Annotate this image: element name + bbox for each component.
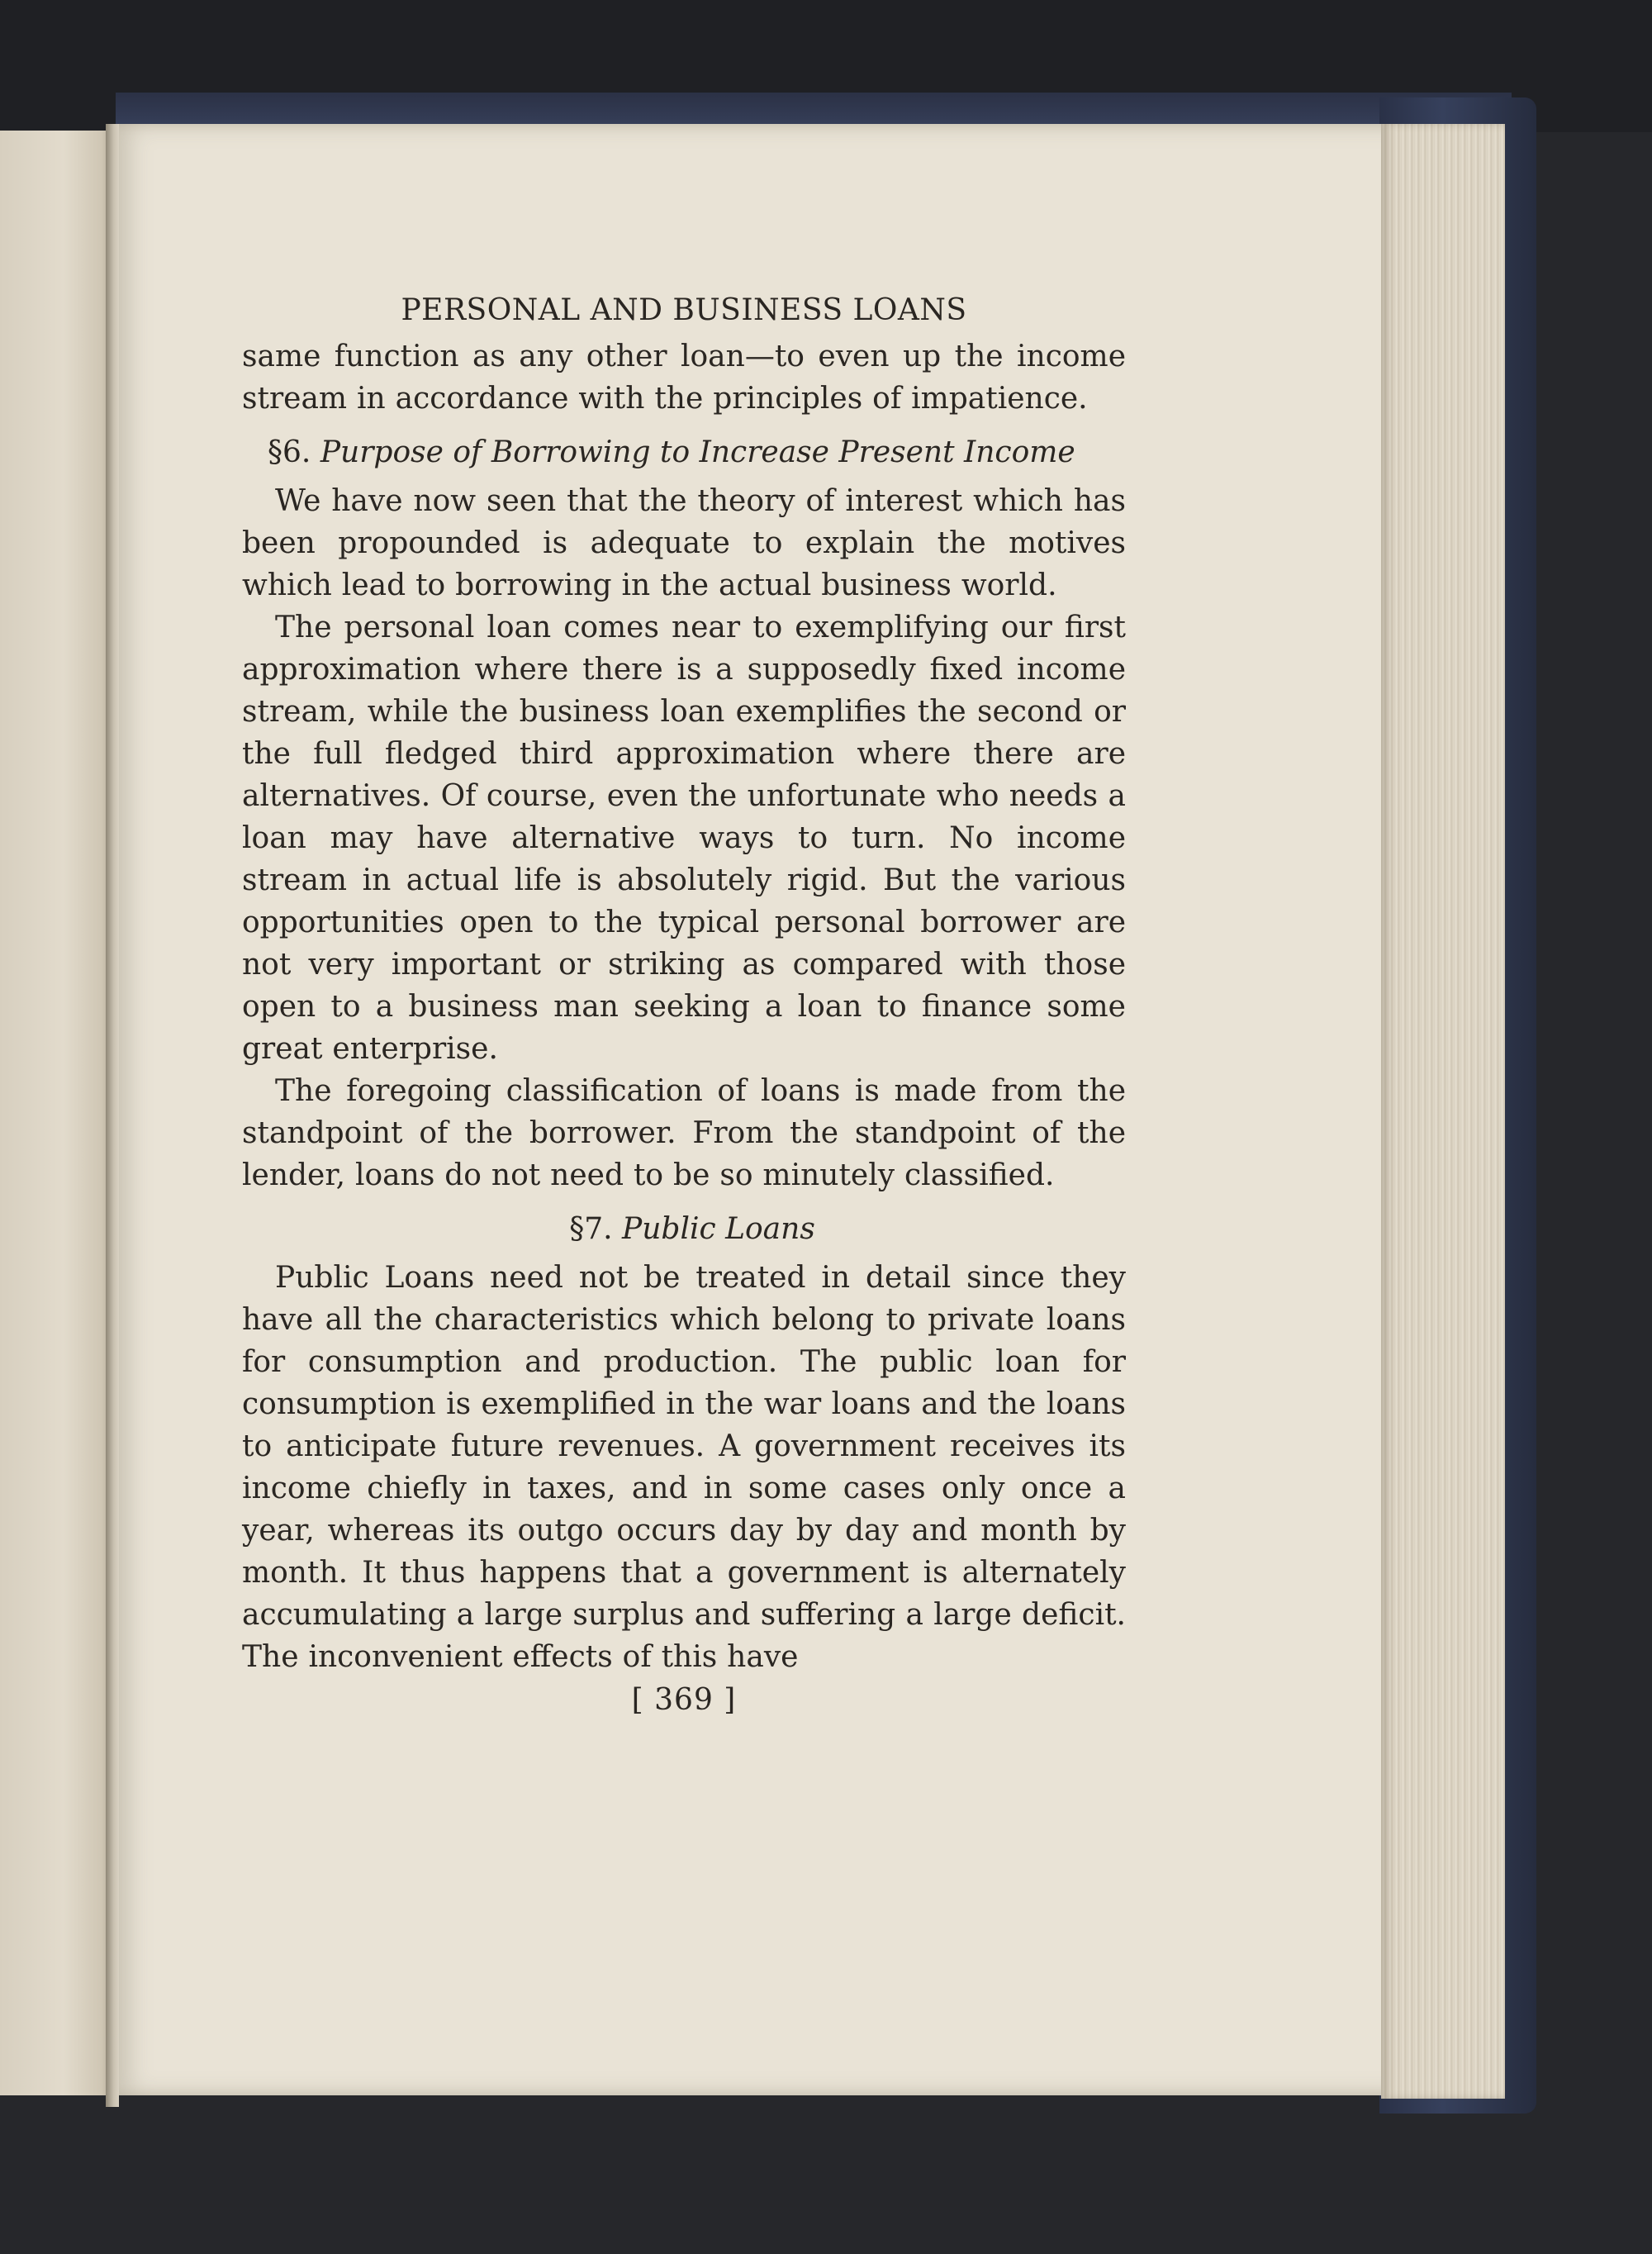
section-7-title: Public Loans [622, 1212, 815, 1246]
running-head: PERSONAL AND BUSINESS LOANS [401, 293, 967, 327]
section-7-paragraph: Public Loans need not be treated in detail since they have all the characteristics which belong to private loans for consumption and production. The public loan for consumption is exemplified in the war loans and the loans to anticipate future revenues. A government receives its income chiefly in taxes, and in some cases only once a year, whereas its outgo occurs day by day and month by month. It thus happens that a government is alternately accumulating a large surplus and suffering a large deficit. The inconvenient effects of this have [242, 1261, 1126, 1674]
section-7-number: §7. [569, 1212, 613, 1246]
section-6-number: §6. [268, 435, 311, 469]
section-6-paragraph-3: The foregoing classification of loans is made from the standpoint of the borrower. From the standpoint of the lender, loans do not need to be so minutely classified. [242, 1074, 1126, 1192]
continued-paragraph: same function as any other loan—to even up the income stream in accordance with the principles of impatience. [242, 340, 1126, 416]
page-fore-edge-stack [1381, 124, 1505, 2099]
left-page-edge [0, 131, 116, 2095]
section-6-paragraph-1: We have now seen that the theory of interest which has been propounded is adequate to explain the motives which lead to borrowing in the actual business world. [242, 484, 1126, 602]
page-gutter [106, 124, 119, 2107]
page-number: [ 369 ] [631, 1683, 737, 1717]
page-text-block [242, 289, 1126, 1721]
section-6-title: Purpose of Borrowing to Increase Present Income [320, 435, 1075, 469]
section-7-heading [259, 1208, 1126, 1250]
section-6-paragraph-2: The personal loan comes near to exemplifying our first approximation where there is a supposedly fixed income stream, while the business loan exemplifies the second or the full fledged third approximation where there are alternatives. Of course, even the unfortunate who needs a loan may have alternative ways to turn. No income stream in actual life is absolutely rigid. But the various opportunities open to the typical personal borrower are not very important or striking as compared with those open to a business man seeking a loan to finance some great enterprise. [242, 611, 1126, 1066]
section-6-heading [242, 431, 1126, 473]
